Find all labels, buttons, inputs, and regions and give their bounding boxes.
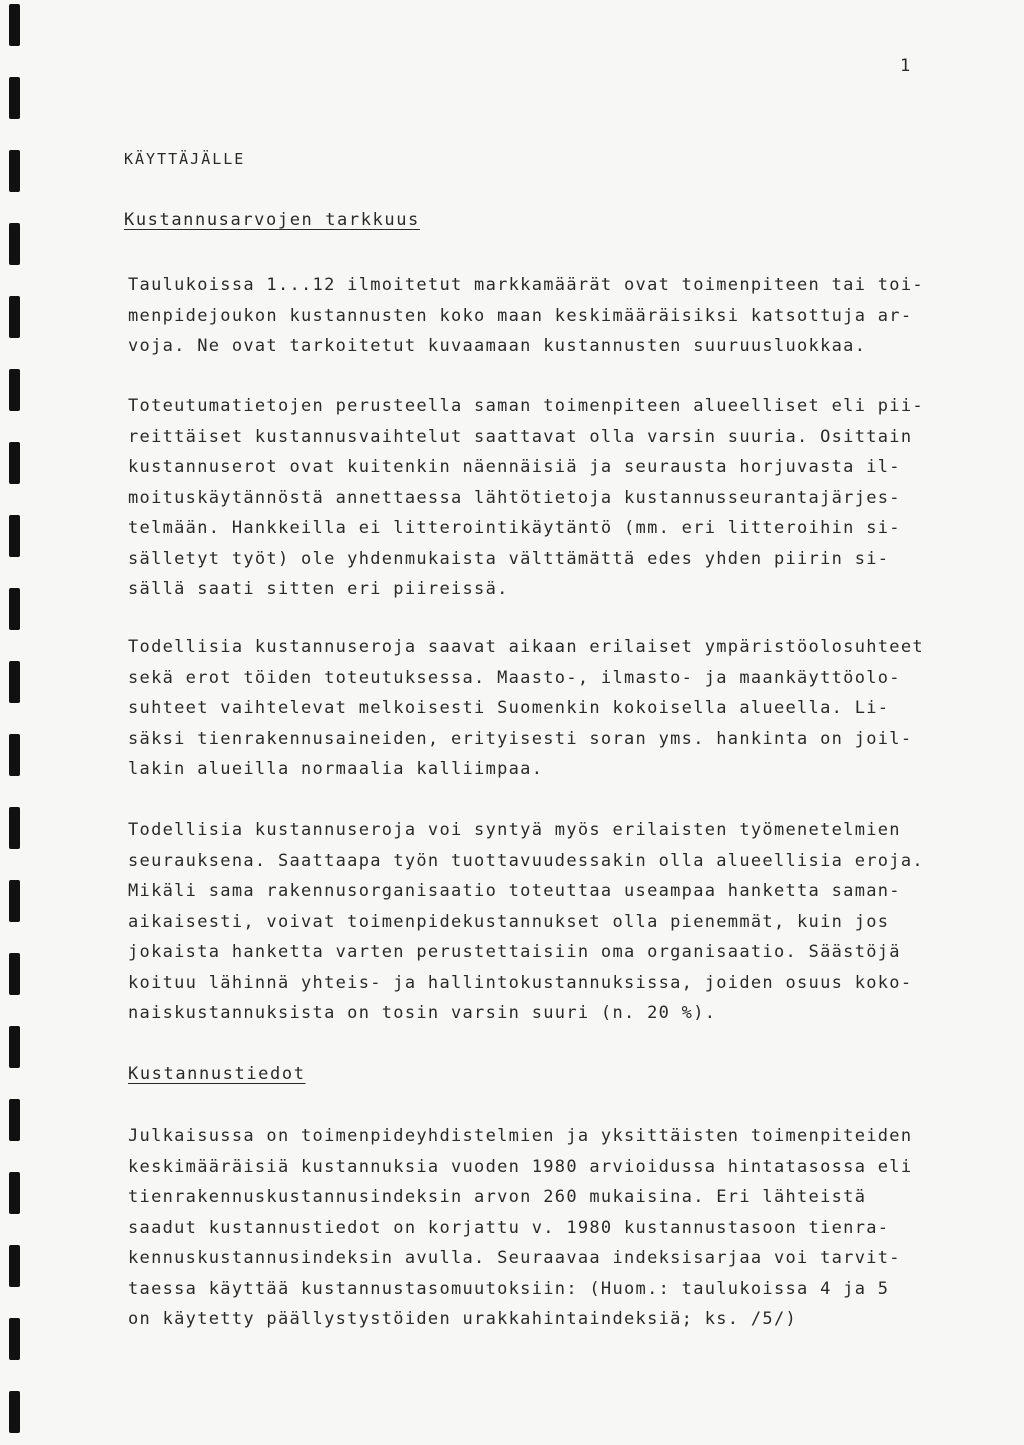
binding-hole [9, 880, 20, 922]
binding-hole [9, 1245, 20, 1287]
binding-hole [9, 1172, 20, 1214]
binding-hole [9, 1391, 20, 1433]
paragraph-accuracy-4: Todellisia kustannuseroja voi syntyä myös erilaisten työmenetelmien seurauksena. Saattaapa työn tuottavuudessakin olla alueellisia eroja. Mikäli sama rakennusorganisaatio toteuttaa useampaa hanketta saman- aikaisesti, voivat toimenpidekustannukset olla pienemmät, kuin jos jokaista hanketta varten perustettaisiin oma organisaatio. Säästöjä koituu lähinnä yhteis- ja hallintokustannuksissa, joiden osuus koko- naiskustannuksista on tosin varsin suuri (n. 20 %). [128, 820, 924, 1023]
binding-hole [9, 661, 20, 703]
binding-hole [9, 77, 20, 119]
binding-hole [9, 734, 20, 776]
paragraph-accuracy-3: Todellisia kustannuseroja saavat aikaan erilaiset ympäristöolosuhteet sekä erot töiden toteutuksessa. Maasto-, ilmasto- ja maankäyttöolo- suhteet vaihtelevat melkoisesti Suomenkin kokoisella alueella. Li- säksi tienrakennusaineiden, erityisesti soran yms. hankinta on joil- lakin alueilla normaalia kalliimpaa. [128, 637, 924, 779]
binding-hole [9, 442, 20, 484]
page-number: 1 [900, 56, 912, 76]
binding-hole [9, 1318, 20, 1360]
binding-hole [9, 369, 20, 411]
binding-hole [9, 807, 20, 849]
binding-holes [0, 0, 40, 1445]
paragraph-accuracy-2: Toteutumatietojen perusteella saman toimenpiteen alueelliset eli pii- reittäiset kustannusvaihtelut saattavat olla varsin suuria. Osittain kustannuserot ovat kuitenkin näennäisiä ja seurausta horjuvasta il- moituskäytännöstä annettaessa lähtötietoja kustannusseurantajärjes- telmään. Hankkeilla ei litterointikäytäntö (mm. eri litteroihin si- sälletyt työt) ole yhdenmukaista välttämättä edes yhden piirin si- sällä saati sitten eri piireissä. [128, 396, 924, 599]
binding-hole [9, 588, 20, 630]
page-title: KÄYTTÄJÄLLE [124, 150, 246, 168]
section-heading-cost-data: Kustannustiedot [128, 1064, 306, 1084]
binding-hole [9, 1099, 20, 1141]
section-heading-accuracy: Kustannusarvojen tarkkuus [124, 210, 420, 230]
paragraph-cost-data-1: Julkaisussa on toimenpideyhdistelmien ja yksittäisten toimenpiteiden keskimääräisiä kustannuksia vuoden 1980 arvioidussa hintatasossa eli tienrakennuskustannusindeksin arvon 260 mukaisina. Eri lähteistä saadut kustannustiedot on korjattu v. 1980 kustannustasoon tienra- kennuskustannusindeksin avulla. Seuraavaa indeksisarjaa voi tarvit- taessa käyttää kustannustasomuutoksiin: (Huom.: taulukoissa 4 ja 5 on käytetty päällystystöiden urakkahintaindeksiä; ks. /5/) [128, 1126, 913, 1329]
binding-hole [9, 515, 20, 557]
binding-hole [9, 4, 20, 46]
binding-hole [9, 296, 20, 338]
binding-hole [9, 223, 20, 265]
paragraph-accuracy-1: Taulukoissa 1...12 ilmoitetut markkamäärät ovat toimenpiteen tai toi- menpidejoukon kustannusten koko maan keskimääräisiksi katsottuja ar- voja. Ne ovat tarkoitetut kuvaamaan kustannusten suuruusluokkaa. [128, 275, 924, 356]
binding-hole [9, 150, 20, 192]
binding-hole [9, 1026, 20, 1068]
binding-hole [9, 953, 20, 995]
